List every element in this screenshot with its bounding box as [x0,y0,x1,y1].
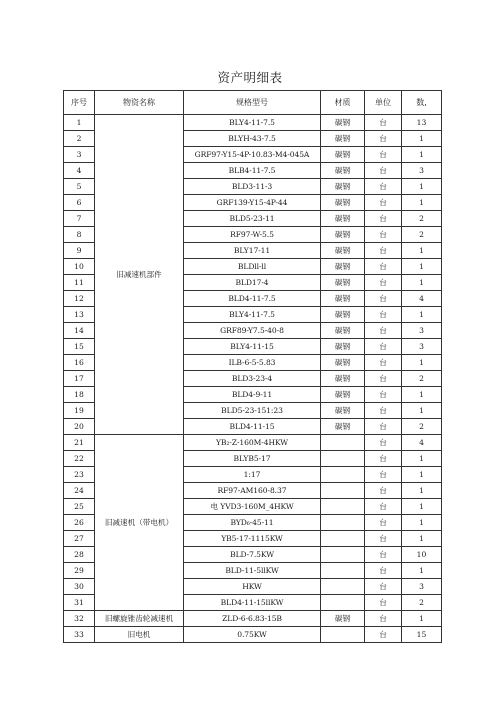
row-spec: GRF89-Y7.5-40-8 [184,323,321,339]
row-qty: 2 [402,227,442,243]
row-seq: 26 [64,515,95,531]
row-seq: 7 [64,211,95,227]
row-unit: 台 [365,403,402,419]
row-material: 碳钢 [321,163,365,179]
row-unit: 台 [365,307,402,323]
row-spec: 电 YVD3-160M_4HKW [184,499,321,515]
row-qty: 1 [402,515,442,531]
row-seq: 5 [64,179,95,195]
row-spec: BYD₆-45-11 [184,515,321,531]
row-seq: 11 [64,275,95,291]
row-qty: 1 [402,611,442,627]
row-unit: 台 [365,531,402,547]
row-unit: 台 [365,611,402,627]
row-unit: 台 [365,115,402,131]
row-qty: 1 [402,403,442,419]
row-qty: 4 [402,291,442,307]
row-seq: 1 [64,115,95,131]
row-seq: 10 [64,259,95,275]
row-seq: 23 [64,467,95,483]
row-spec: BLD4-11-15 [184,419,321,435]
row-unit: 台 [365,595,402,611]
row-qty: 13 [402,115,442,131]
row-unit: 台 [365,163,402,179]
row-unit: 台 [365,419,402,435]
row-qty: 1 [402,275,442,291]
row-spec: BLD-11-5llKW [184,563,321,579]
row-unit: 台 [365,547,402,563]
row-material [321,435,365,451]
row-seq: 13 [64,307,95,323]
row-unit: 台 [365,227,402,243]
row-spec: BLD-7.5KW [184,547,321,563]
row-qty: 1 [402,355,442,371]
row-unit: 台 [365,259,402,275]
row-qty: 3 [402,579,442,595]
row-unit: 台 [365,323,402,339]
row-qty: 1 [402,259,442,275]
row-material: 碳钢 [321,323,365,339]
row-qty: 1 [402,499,442,515]
row-unit: 台 [365,275,402,291]
row-seq: 4 [64,163,95,179]
row-unit: 台 [365,371,402,387]
row-material: 碳钢 [321,259,365,275]
row-spec: BLB4-11-7.5 [184,163,321,179]
group-name: 旧减速机部件 [95,115,184,435]
row-seq: 29 [64,563,95,579]
asset-table [63,90,442,643]
group-name: 旧螺旋锥齿轮减速机 [95,611,184,627]
row-spec: YB₂-Z-160M-4HKW [184,435,321,451]
row-material: 碳钢 [321,179,365,195]
row-spec: YB5-17-1115KW [184,531,321,547]
row-material: 碳钢 [321,243,365,259]
row-unit: 台 [365,147,402,163]
row-material [321,499,365,515]
row-seq: 2 [64,131,95,147]
row-material: 碳钢 [321,131,365,147]
row-qty: 1 [402,563,442,579]
row-spec: BLDll-ll [184,259,321,275]
row-seq: 27 [64,531,95,547]
table-row [64,115,442,131]
row-seq: 19 [64,403,95,419]
row-qty: 1 [402,243,442,259]
row-qty: 2 [402,595,442,611]
row-seq: 33 [64,627,95,643]
row-qty: 1 [402,179,442,195]
row-material: 碳钢 [321,371,365,387]
row-seq: 16 [64,355,95,371]
row-seq: 17 [64,371,95,387]
row-qty: 1 [402,467,442,483]
row-qty: 1 [402,195,442,211]
row-spec: BLD3-11-3 [184,179,321,195]
row-unit: 台 [365,467,402,483]
row-spec: ZLD-6-6.83-15B [184,611,321,627]
header-spec: 规格型号 [184,91,321,115]
row-seq: 25 [64,499,95,515]
row-unit: 台 [365,387,402,403]
row-qty: 1 [402,131,442,147]
table-header-row [64,91,442,115]
row-qty: 2 [402,211,442,227]
row-seq: 12 [64,291,95,307]
row-qty: 1 [402,307,442,323]
row-seq: 15 [64,339,95,355]
row-unit: 台 [365,131,402,147]
row-unit: 台 [365,499,402,515]
row-material [321,547,365,563]
row-seq: 32 [64,611,95,627]
row-unit: 台 [365,563,402,579]
row-material: 碳钢 [321,227,365,243]
row-qty: 1 [402,147,442,163]
row-seq: 24 [64,483,95,499]
row-material: 碳钢 [321,115,365,131]
row-material: 碳钢 [321,403,365,419]
row-unit: 台 [365,243,402,259]
table-row [64,611,442,627]
row-material: 碳钢 [321,355,365,371]
row-qty: 1 [402,451,442,467]
row-seq: 30 [64,579,95,595]
row-seq: 28 [64,547,95,563]
row-seq: 3 [64,147,95,163]
row-material: 碳钢 [321,339,365,355]
row-qty: 10 [402,547,442,563]
row-seq: 21 [64,435,95,451]
row-qty: 15 [402,627,442,643]
row-seq: 20 [64,419,95,435]
row-spec: BLY4-11-7.5 [184,307,321,323]
row-material [321,627,365,643]
row-unit: 台 [365,515,402,531]
row-material [321,579,365,595]
row-material: 碳钢 [321,291,365,307]
table-body [64,115,442,643]
page-title: 资产明细表 [217,70,283,85]
row-spec: 0.75KW [184,627,321,643]
row-spec: BLD5-23-11 [184,211,321,227]
row-spec: GRF139-Y15-4P-44 [184,195,321,211]
row-seq: 6 [64,195,95,211]
row-material [321,531,365,547]
row-spec: HKW [184,579,321,595]
row-material [321,515,365,531]
row-qty: 1 [402,531,442,547]
row-material: 碳钢 [321,275,365,291]
row-unit: 台 [365,483,402,499]
row-qty: 4 [402,435,442,451]
row-unit: 台 [365,435,402,451]
row-spec: BLD4-11-7.5 [184,291,321,307]
row-seq: 14 [64,323,95,339]
row-spec: BLD4-9-11 [184,387,321,403]
row-spec: GRF97-Y15-4P-10.83-M4-045A [184,147,321,163]
row-unit: 台 [365,339,402,355]
row-seq: 8 [64,227,95,243]
row-unit: 台 [365,579,402,595]
row-qty: 1 [402,483,442,499]
row-spec: RF97-AM160-8.37 [184,483,321,499]
row-spec: BLY4-11-7.5 [184,115,321,131]
row-unit: 台 [365,179,402,195]
row-spec: BLYB5-17 [184,451,321,467]
row-qty: 1 [402,387,442,403]
row-material [321,451,365,467]
row-seq: 22 [64,451,95,467]
row-seq: 9 [64,243,95,259]
row-seq: 31 [64,595,95,611]
row-unit: 台 [365,195,402,211]
row-spec: BLY17-11 [184,243,321,259]
row-spec: BLD4-11-15llKW [184,595,321,611]
row-unit: 台 [365,627,402,643]
row-unit: 台 [365,451,402,467]
row-qty: 2 [402,419,442,435]
row-material [321,563,365,579]
header-seq: 序号 [64,91,95,115]
row-spec: BLYH-43-7.5 [184,131,321,147]
row-material: 碳钢 [321,147,365,163]
header-unit: 单位 [365,91,402,115]
row-qty: 3 [402,323,442,339]
header-name: 物资名称 [95,91,184,115]
row-unit: 台 [365,291,402,307]
row-spec: BLY4-11-15 [184,339,321,355]
row-spec: RF97-W-5.5 [184,227,321,243]
group-name: 旧电机 [95,627,184,643]
row-seq: 18 [64,387,95,403]
row-unit: 台 [365,211,402,227]
row-spec: BLD17-4 [184,275,321,291]
table-row [64,627,442,643]
row-qty: 2 [402,371,442,387]
row-material: 碳钢 [321,611,365,627]
row-spec: BLD3-23-4 [184,371,321,387]
header-qty: 数, [402,91,442,115]
row-material: 碳钢 [321,387,365,403]
row-spec: 1:17 [184,467,321,483]
row-qty: 3 [402,163,442,179]
row-qty: 3 [402,339,442,355]
row-material: 碳钢 [321,195,365,211]
row-material [321,595,365,611]
row-material [321,467,365,483]
row-unit: 台 [365,355,402,371]
table-row [64,435,442,451]
row-spec: ILB-6-5-5.83 [184,355,321,371]
row-material [321,483,365,499]
row-spec: BLD5-23-151:23 [184,403,321,419]
row-material: 碳钢 [321,307,365,323]
row-material: 碳钢 [321,211,365,227]
group-name: 旧减速机（带电机） [95,435,184,611]
row-material: 碳钢 [321,419,365,435]
header-material: 材质 [321,91,365,115]
